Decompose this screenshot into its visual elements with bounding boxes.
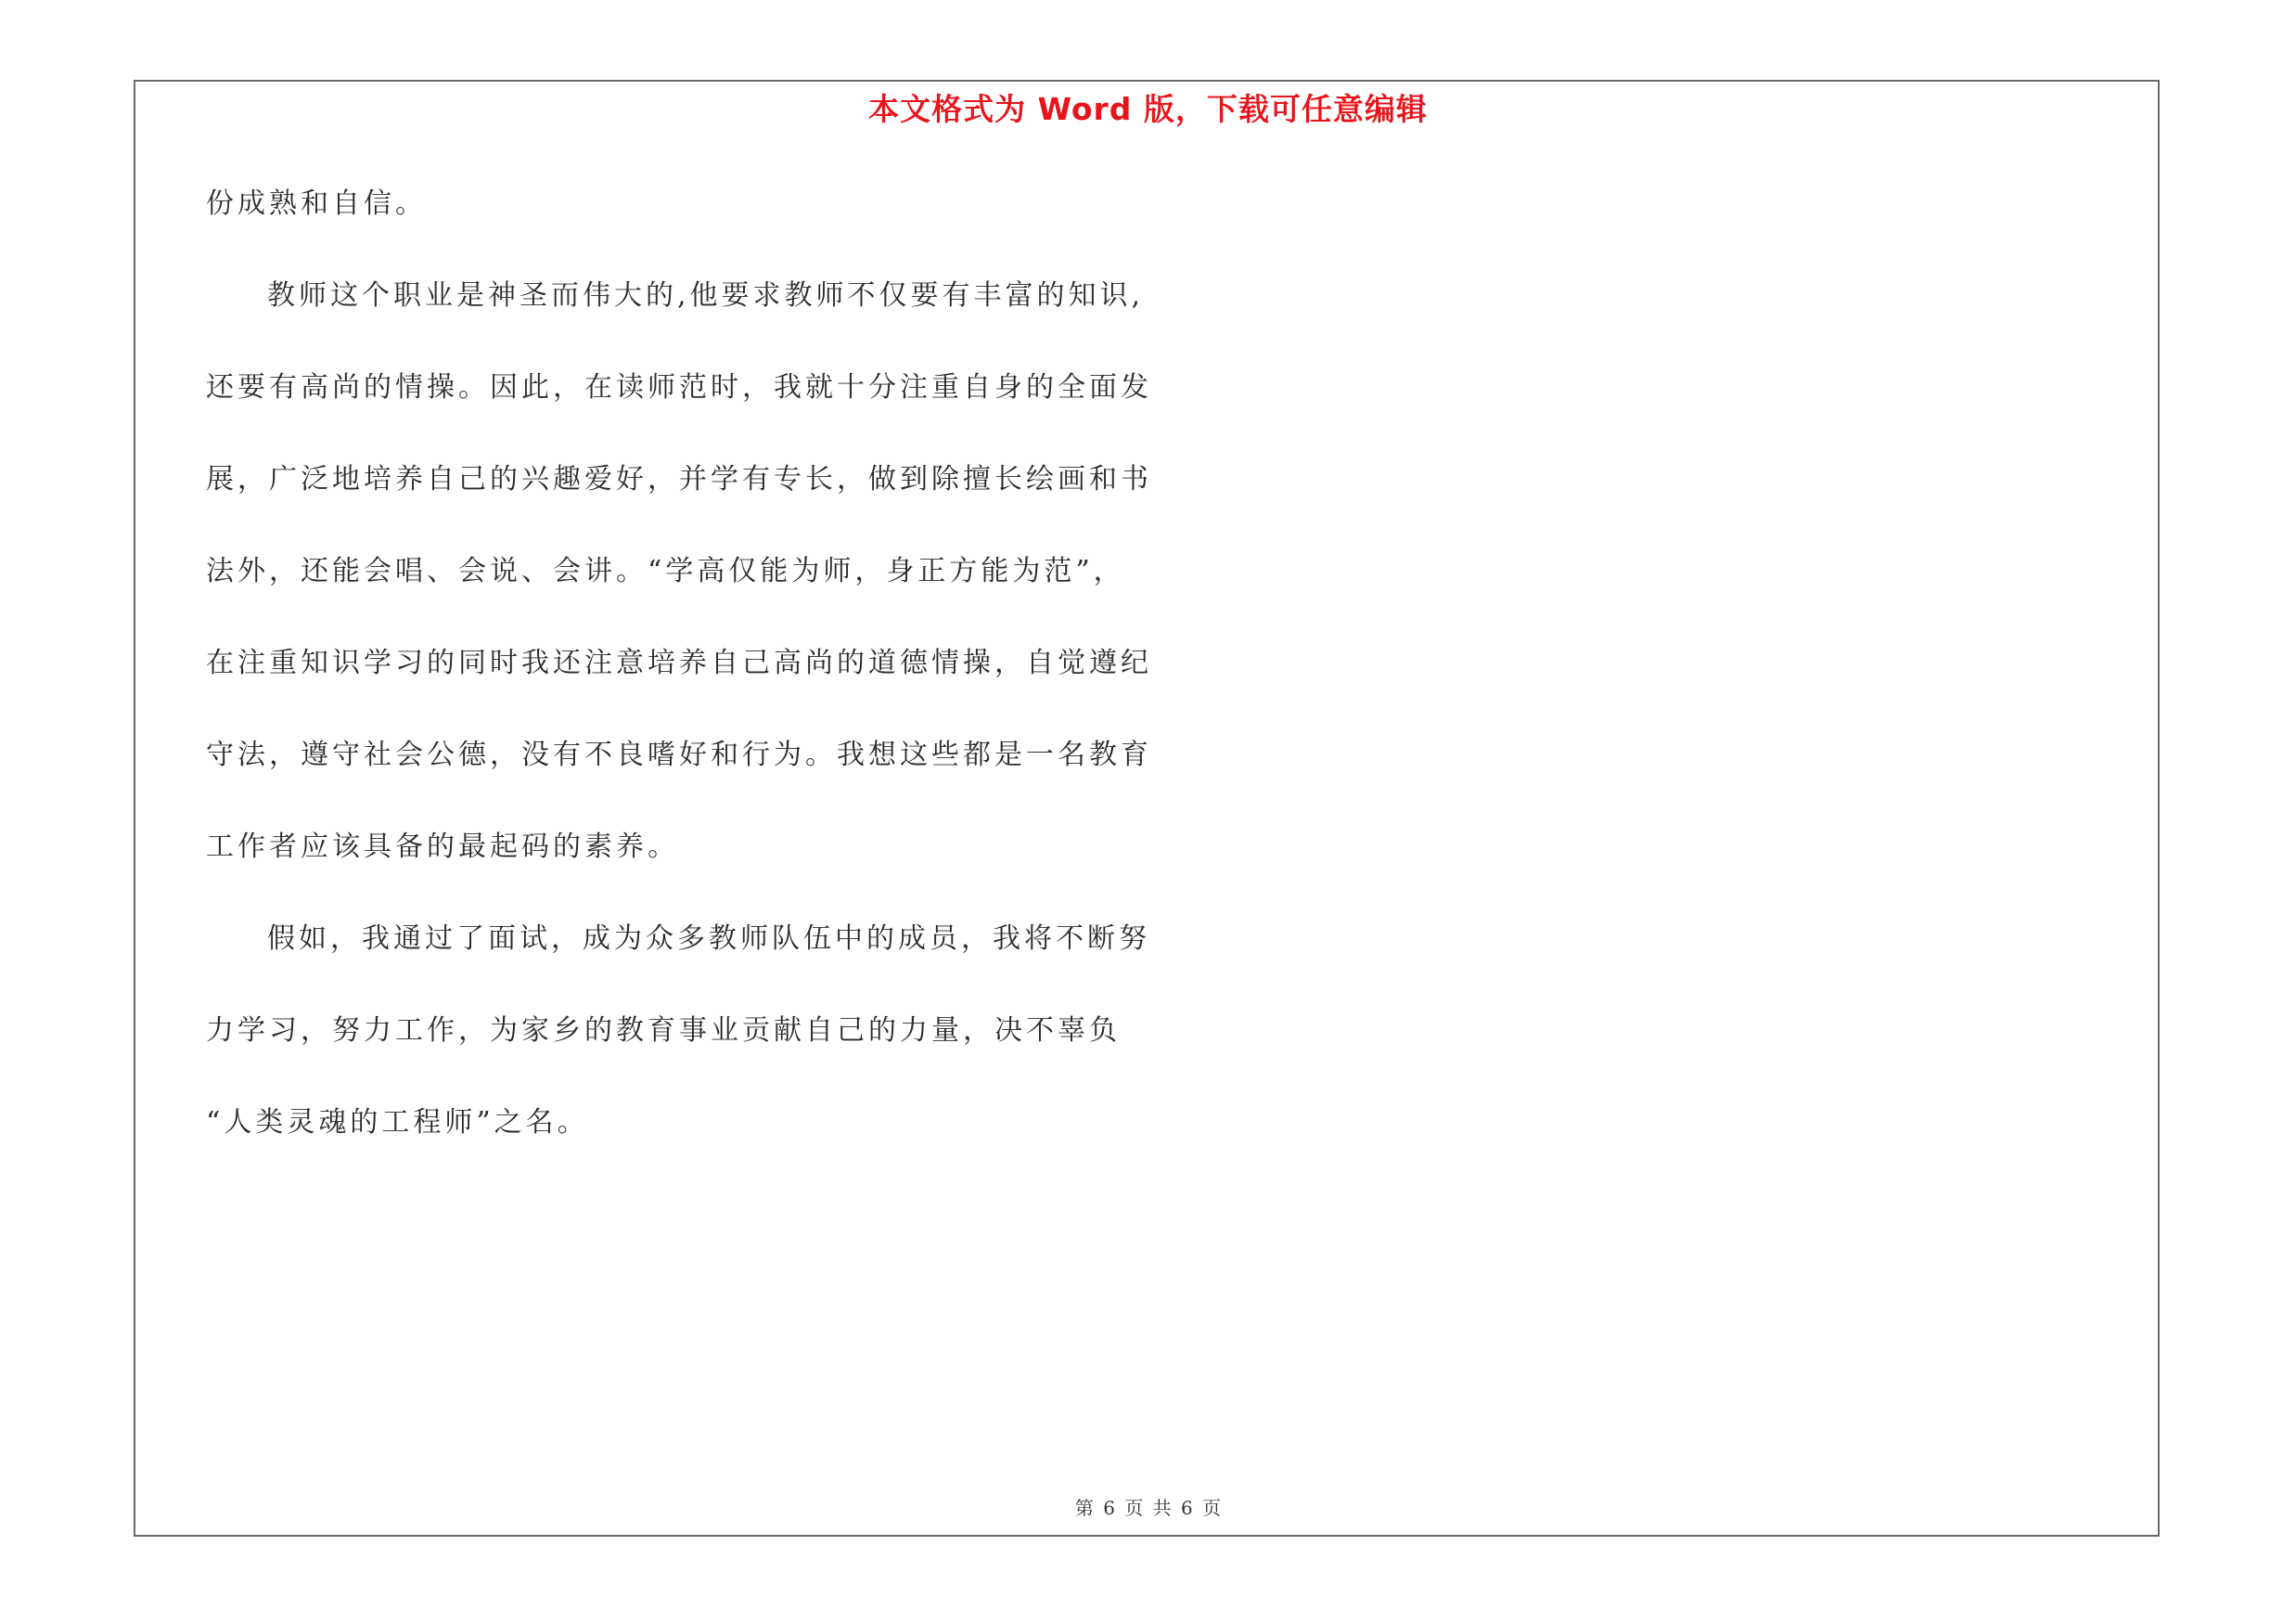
text-line: 展，广泛地培养自己的兴趣爱好，并学有专长，做到除擅长绘画和书 bbox=[206, 463, 1152, 496]
paragraph-start-line: 教师这个职业是神圣而伟大的,他要求教师不仅要有丰富的知识, bbox=[267, 279, 1145, 312]
text-line: 份成熟和自信。 bbox=[206, 187, 427, 220]
text-line: 法外，还能会唱、会说、会讲。“学高仅能为师，身正方能为范”， bbox=[206, 555, 1125, 587]
text-line: 在注重知识学习的同时我还注意培养自己高尚的道德情操，自觉遵纪 bbox=[206, 647, 1152, 679]
paragraph-start-line: 假如，我通过了面试，成为众多教师队伍中的成员，我将不断努 bbox=[267, 922, 1150, 955]
text-line: 工作者应该具备的最起码的素养。 bbox=[206, 831, 679, 863]
text-line: 守法，遵守社会公德，没有不良嗜好和行为。我想这些都是一名教育 bbox=[206, 739, 1152, 771]
word-format-banner: 本文格式为 Word 版，下载可任意编辑 bbox=[868, 91, 1428, 127]
text-line: 还要有高尚的情操。因此，在读师范时，我就十分注重自身的全面发 bbox=[206, 371, 1152, 404]
page-number-footer: 第 6 页 共 6 页 bbox=[1074, 1497, 1222, 1519]
text-line: 力学习，努力工作，为家乡的教育事业贡献自己的力量，决不辜负 bbox=[206, 1014, 1121, 1047]
text-line: “人类灵魂的工程师”之名。 bbox=[206, 1106, 589, 1139]
